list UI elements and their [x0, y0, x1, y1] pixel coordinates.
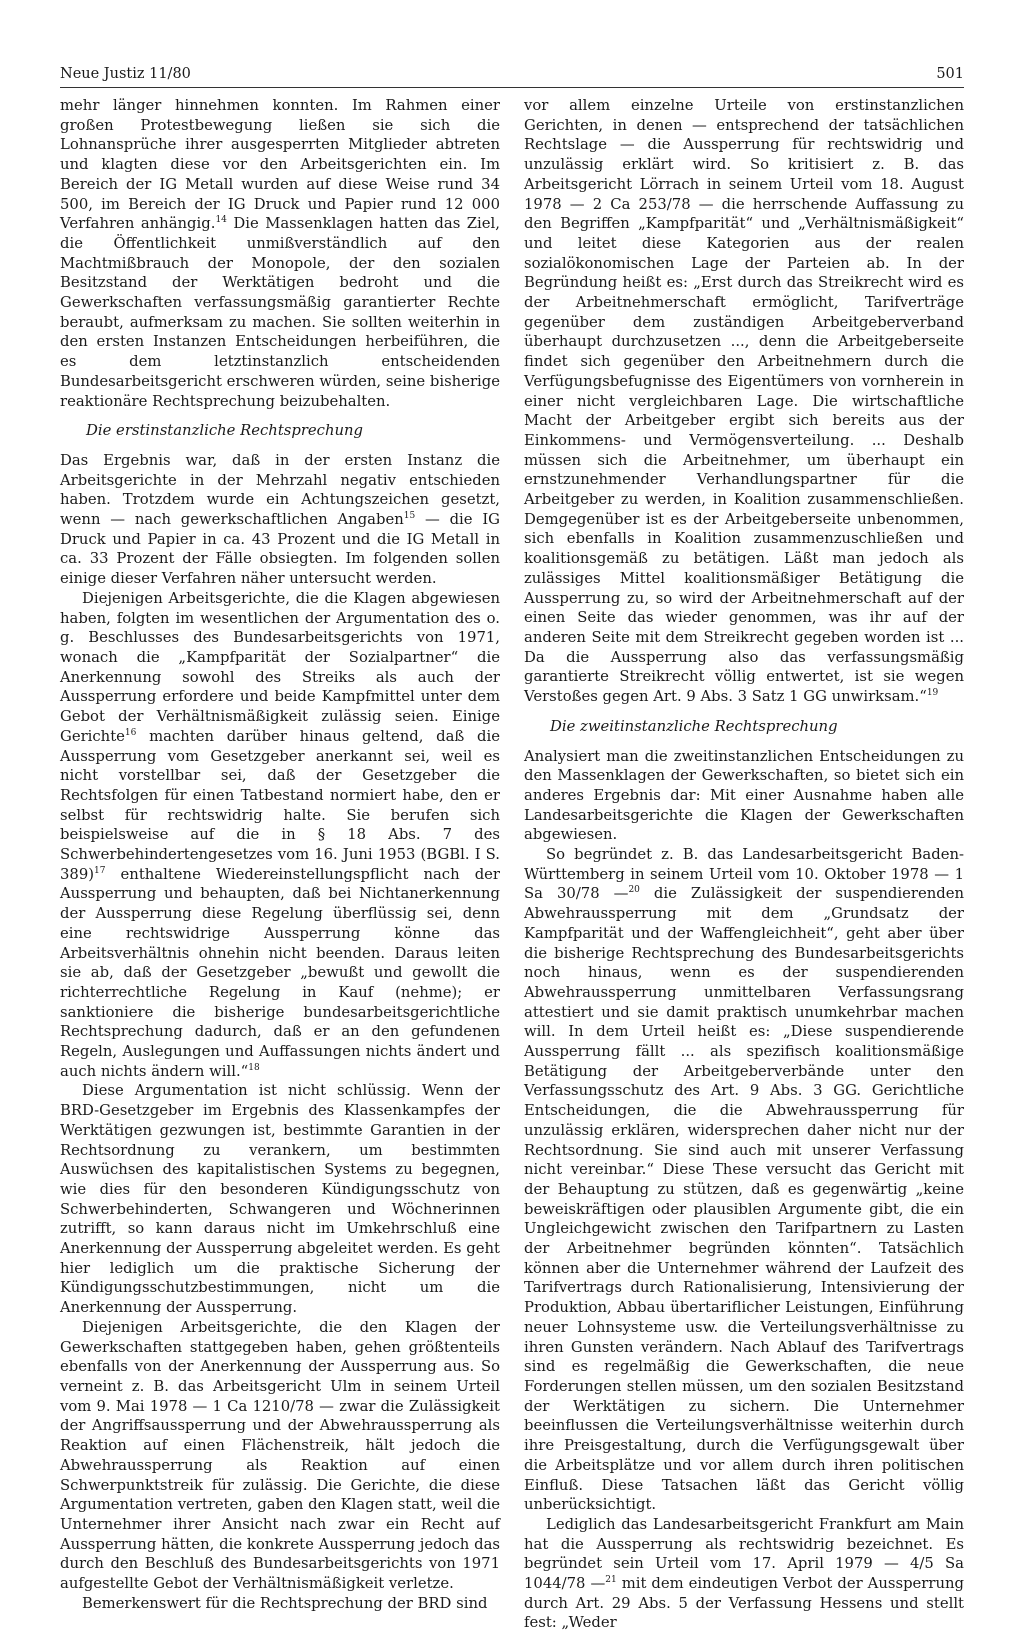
paragraph — [60, 96, 500, 411]
paragraph — [524, 96, 964, 707]
journal-title: Neue Justiz 11/80 — [60, 66, 191, 82]
footnote-ref: 15 — [403, 511, 416, 522]
text-run: enthaltene Wiedereinstellungspflicht nach der Aussperrung und behaupten, daß bei Nichtanerkennung der Aussperrung diese Regelung überflüssig sei, denn eine rechtswidrige Aussperrung könne das Arbeitsverhältnis ohnehin nicht beenden. Daraus leiten sie ab, daß der Gesetzgeber „bewußt und gewollt die richterrechtliche Regelung in Kauf (nehme); er sanktioniere die bisherige bundesarbeitsgerichtliche Rechtsprechung dadurch, daß er an den gefundenen Regeln, Auslegungen und Auffassungen nichts ändert und auch nichts ändern will.“ — [60, 865, 500, 1080]
footnote-ref: 14 — [215, 215, 227, 226]
text-run: Das Ergebnis war, daß in der ersten Instanz die Arbeitsgerichte in der Mehrzahl negativ entschieden haben. Trotzdem wurde ein Achtungszeichen gesetzt, wenn — nach gewerkschaftlichen Angaben — [60, 451, 500, 529]
header-rule — [60, 87, 964, 88]
footnote-ref: 20 — [628, 885, 640, 896]
paragraph — [60, 589, 500, 1082]
footnote-ref: 16 — [124, 727, 137, 738]
page-number: 501 — [936, 66, 964, 82]
paragraph: Diejenigen Arbeitsgerichte, die den Klagen der Gewerkschaften stattgegeben haben, gehen größtenteils ebenfalls von der Anerkennung der Aussperrung aus. So verneint z. B. das Arbeitsgericht Ulm in seinem Urteil vom 9. Mai 1978 — 1 Ca 1210/78 — zwar die Zulässigkeit der Angriffsaussperrung und der Abwehraussperrung als Reaktion auf einen Flächenstreik, hält jedoch die Abwehraussperrung als Reaktion auf einen Schwerpunktstreik für zulässig. Die Gerichte, die diese Argumentation vertreten, gaben den Klagen statt, weil die Unternehmer ihrer Ansicht nach zwar ein Recht auf Aussperrung hätten, die konkrete Aussperrung jedoch das durch den Beschluß des Bundesarbeitsgerichts von 1971 aufgestellte Gebot der Verhältnismäßigkeit verletze. — [60, 1318, 500, 1593]
text-run: Die Massenklagen hatten das Ziel, die Öffentlichkeit unmißverständlich auf den Machtmißbrauch der Monopole, der den sozialen Besitzstand der Werktätigen bedroht und die Gewerkschaften verfassungsmäßig garantierter Rechte beraubt, aufmerksam zu machen. Sie sollten weiterhin in den ersten Instanzen Entscheidungen herbeiführen, die es dem letztinstanzlich entscheidenden Bundesarbeitsgericht erschweren würden, seine bisherige reaktionäre Rechtsprechung beizubehalten. — [60, 215, 501, 410]
right-column — [524, 96, 964, 1632]
text-run: mehr länger hinnehmen konnten. Im Rahmen einer großen Protestbewegung ließen sie sich die Lohnansprüche ihrer ausgesperrten Mitglieder abtreten und klagten diese vor den Arbeitsgerichten ein. Im Bereich der IG Metall wurden auf diese Weise rund 34 500, im Bereich der IG Druck und Papier rund 12 000 Verfahren anhängig. — [60, 97, 500, 233]
document-page — [60, 62, 964, 1632]
paragraph — [524, 1515, 964, 1633]
paragraph — [60, 451, 500, 589]
text-run: die Zulässigkeit der suspendierenden Abwehraussperrung mit dem „Grundsatz der Kampfparität und der Waffengleichheit“, geht aber über die bisherige Rechtsprechung des Bundesarbeitsgerichts noch hinaus, wenn es der suspendierenden Abwehraussperrung unmittelbaren Verfassungsrang attestiert und sie damit praktisch unumkehrbar machen will. In dem Urteil heißt es: „Diese suspendierende Aussperrung fällt ... als spezifisch koalitionsmäßige Betätigung der Arbeitgeberverbände unter den Verfassungsschutz des Art. 9 Abs. 3 GG. Gerichtliche Entscheidungen, die die Abwehraussperrung für unzulässig erklären, widersprechen daher nicht nur der Rechtsordnung. Sie sind auch mit unserer Verfassung nicht vereinbar.“ Diese These versucht das Gericht mit der Behauptung zu stützen, daß es gegenwärtig „keine beweiskräftigen oder plausiblen Argumente gibt, die ein Ungleichgewicht zwischen den Tarifpartnern zu Lasten der Arbeitnehmer begründen könnten“. Tatsächlich können aber die Unternehmer während der Laufzeit des Tarifvertrags durch Rationalisierung, Intensivierung der Produktion, Abbau übertariflicher Leistungen, Einführung neuer Lohnsysteme usw. die Verteilungsverhältnisse zu ihren Gunsten verändern. Nach Ablauf des Tarifvertrags sind es regelmäßig die Gewerkschaften, die neue Forderungen stellen müssen, um den sozialen Besitzstand der Werktätigen zu sichern. Die Unternehmer beeinflussen die Verteilungsverhältnisse weiterhin durch ihre Preisgestaltung, durch die Verfügungsgewalt über die Arbeitsplätze und vor allem durch ihren politischen Einfluß. Diese Tatsachen läßt das Gericht völlig unberücksichtigt. — [524, 885, 964, 1514]
text-run: So begründet z. B. das Landesarbeitsgericht Baden-Württemberg in seinem Urteil vom 10. Oktober 1978 — 1 Sa 30/78 — — [524, 846, 964, 903]
paragraph: Analysiert man die zweitinstanzlichen Entscheidungen zu den Massenklagen der Gewerkschaften, so bietet sich ein anderes Ergebnis dar: Mit einer Ausnahme haben alle Landesarbeitsgerichte die Klagen der Gewerkschaften abgewiesen. — [524, 747, 964, 844]
text-run: mit dem eindeutigen Verbot der Aussperrung durch Art. 29 Abs. 5 der Verfassung Hessens und stellt fest: „Weder — [524, 1575, 964, 1632]
text-run: Diejenigen Arbeitsgerichte, die die Klagen abgewiesen haben, folgten im wesentlichen der Argumentation des o. g. Beschlusses des Bundesarbeitsgerichts von 1971, wonach die „Kampfparität der Sozialpartner“ die Anerkennung sowohl des Streiks als auch der Aussperrung erfordere und beide Kampfmittel unter dem Gebot der Verhältnismäßigkeit zulässig seien. Einige Gerichte — [60, 589, 500, 745]
paragraph: Bemerkenswert für die Rechtsprechung der BRD sind — [82, 1594, 488, 1612]
section-heading: Die zweitinstanzliche Rechtsprechung — [550, 717, 838, 735]
footnote-ref: 19 — [926, 688, 939, 699]
text-run: Lediglich das Landesarbeitsgericht Frankfurt am Main hat die Aussperrung als rechtswidrig bezeichnet. Es begründet sein Urteil vom 17. April 1979 — 4/5 Sa 1044/78 — — [524, 1515, 964, 1593]
footnote-ref: 18 — [248, 1062, 260, 1073]
left-column — [60, 96, 501, 1612]
text-run: vor allem einzelne Urteile von erstinstanzlichen Gerichten, in denen — entsprechend der tatsächlichen Rechtslage — die Aussperrung für rechtswidrig und unzulässig erklärt wird. So kritisiert z. B. das Arbeitsgericht Lörrach in seinem Urteil vom 18. August 1978 — 2 Ca 253/78 — die herrschende Auffassung zu den Begriffen „Kampfparität“ und „Verhältnismäßigkeit“ und leitet diese Kategorien aus der realen sozialökonomischen Lage der Parteien ab. In der Begründung heißt es: „Erst durch das Streikrecht wird es der Arbeitnehmerschaft ermöglicht, Tarifverträge gegenüber dem zuständigen Arbeitgeberverband überhaupt durchzusetzen ..., denn die Arbeitgeberseite findet sich gegenüber den Arbeitnehmern durch die Verfügungsbefugnisse des Eigentümers von vornherein in einer nicht vergleichbaren Lage. Die wirtschaftliche Macht der Arbeitgeber ergibt sich bereits aus der Einkommens- und Vermögensverteilung. ... Deshalb müssen sich die Arbeitnehmer, um überhaupt ein ernstzunehmender Verhandlungspartner für die Arbeitgeber zu werden, in Koalition zusammenschließen. Demgegenüber ist es der Arbeitgeberseite unbenommen, sich ebenfalls in Koalition zusammenzuschließen und koalitionsgemäß zu betätigen. Läßt man jedoch als zulässiges Mittel koalitionsmäßiger Betätigung die Aussperrung zu, so wird der Arbeitnehmerschaft auf der einen Seite das wieder genommen, was ihr auf der anderen Seite mit dem Streikrecht gegeben worden ist ... Da die Aussperrung also das verfassungsmäßig garantierte Streikrecht völlig entwertet, ist sie wegen Verstoßes gegen Art. 9 Abs. 3 Satz 1 GG unwirksam.“ — [524, 97, 964, 706]
paragraph — [524, 845, 964, 1515]
section-heading: Die erstinstanzliche Rechtsprechung — [86, 422, 364, 440]
paragraph: Diese Argumentation ist nicht schlüssig. Wenn der BRD-Gesetzgeber im Ergebnis des Klassenkampfes der Werktätigen gezwungen ist, bestimmte Garantien in der Rechtsordnung zu verankern, um bestimmten Auswüchsen des kapitalistischen Systems zu begegnen, wie dies für den besonderen Kündigungsschutz von Schwerbehinderten, Schwangeren und Wöchnerinnen zutrifft, so kann daraus nicht im Umkehrschluß eine Anerkennung der Aussperrung abgeleitet werden. Es geht hier lediglich um die praktische Sicherung der Kündigungsschutzbestimmungen, nicht um die Anerkennung der Aussperrung. — [60, 1082, 500, 1317]
text-run: machten darüber hinaus geltend, daß die Aussperrung vom Gesetzgeber anerkannt sei, weil es nicht vorstellbar sei, daß der Gesetzgeber die Rechtsfolgen für einen Tatbestand normiert habe, den er selbst für rechtswidrig halte. Sie berufen sich beispielsweise auf die in § 18 Abs. 7 des Schwerbehindertengesetzes vom 16. Juni 1953 (BGBl. I S. 389) — [60, 727, 500, 883]
text-run: — die IG Druck und Papier in ca. 43 Prozent und die IG Metall in ca. 33 Prozent der Fälle obsiegten. Im folgenden sollen einige dieser Verfahren näher untersucht werden. — [60, 511, 500, 588]
footnote-ref: 21 — [605, 1575, 617, 1586]
running-head — [60, 62, 964, 86]
footnote-ref: 17 — [94, 865, 106, 876]
